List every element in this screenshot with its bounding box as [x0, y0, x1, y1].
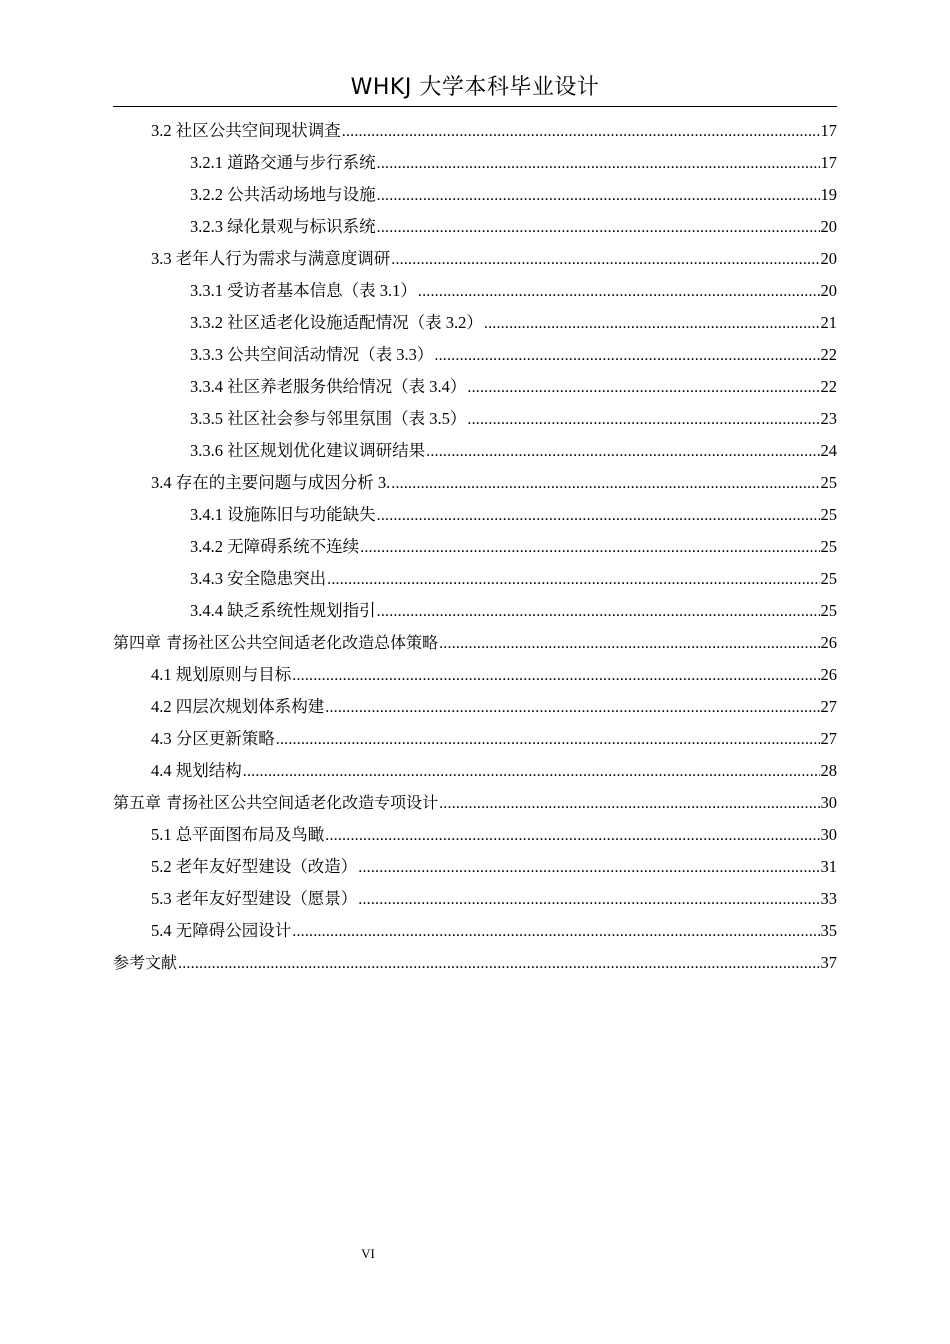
toc-entry[interactable] — [113, 275, 837, 307]
toc-entry-title: 参考文献 — [113, 953, 178, 972]
toc-entry-title: 5.2 老年友好型建设（改造） — [151, 857, 358, 876]
toc-entry-page: 22 — [820, 377, 837, 396]
toc-entry-page: 33 — [820, 889, 837, 908]
toc-entry-title: 4.4 规划结构 — [151, 761, 242, 780]
toc-entry-title: 5.4 无障碍公园设计 — [151, 921, 292, 940]
toc-dot-leader — [276, 724, 820, 756]
page-number: VI — [361, 1246, 375, 1261]
toc-dot-leader — [292, 916, 819, 948]
toc-entry[interactable] — [113, 851, 837, 883]
toc-entry-title: 3.4.4 缺乏系统性规划指引 — [190, 601, 376, 620]
toc-entry-title: 3.2 社区公共空间现状调查 — [151, 121, 341, 140]
toc-dot-leader — [377, 596, 820, 628]
toc-entry-page: 25 — [820, 473, 837, 492]
toc-entry-title: 3.3.6 社区规划优化建议调研结果 — [190, 441, 426, 460]
toc-entry[interactable] — [113, 371, 837, 403]
toc-entry-title: 3.4 存在的主要问题与成因分析 3. — [151, 473, 391, 492]
toc-entry-title: 3.3.2 社区适老化设施适配情况（表 3.2） — [190, 313, 483, 332]
toc-entry-title: 4.1 规划原则与目标 — [151, 665, 292, 684]
toc-dot-leader — [358, 852, 819, 884]
toc-dot-leader — [467, 372, 819, 404]
toc-dot-leader — [360, 532, 819, 564]
toc-entry-page: 37 — [820, 953, 837, 972]
toc-entry[interactable] — [113, 947, 837, 979]
toc-entry-page: 19 — [820, 185, 837, 204]
toc-entry-title: 3.2.2 公共活动场地与设施 — [190, 185, 376, 204]
toc-dot-leader — [327, 564, 819, 596]
toc-entry-title: 3.2.3 绿化景观与标识系统 — [190, 217, 376, 236]
toc-entry[interactable] — [113, 723, 837, 755]
toc-entry-title: 3.4.1 设施陈旧与功能缺失 — [190, 505, 376, 524]
page-header-title: WHKJ 大学本科毕业设计 — [350, 75, 600, 100]
toc-entry[interactable] — [113, 467, 837, 499]
toc-entry-title: 3.4.2 无障碍系统不连续 — [190, 537, 360, 556]
toc-entry[interactable] — [113, 531, 837, 563]
toc-entry-title: 4.3 分区更新策略 — [151, 729, 275, 748]
toc-entry-title: 3.3 老年人行为需求与满意度调研 — [151, 249, 391, 268]
toc-entry-page: 17 — [820, 121, 837, 140]
toc-entry-page: 25 — [820, 537, 837, 556]
header-divider — [113, 106, 837, 107]
toc-entry-page: 30 — [820, 793, 837, 812]
toc-entry[interactable] — [113, 915, 837, 947]
toc-dot-leader — [418, 276, 820, 308]
toc-entry[interactable] — [113, 243, 837, 275]
toc-entry-title: 3.2.1 道路交通与步行系统 — [190, 153, 376, 172]
toc-entry-page: 30 — [820, 825, 837, 844]
toc-entry[interactable] — [113, 435, 837, 467]
toc-entry[interactable] — [113, 883, 837, 915]
toc-entry-page: 31 — [820, 857, 837, 876]
toc-entry[interactable] — [113, 211, 837, 243]
toc-dot-leader — [391, 468, 819, 500]
toc-entry[interactable] — [113, 147, 837, 179]
toc-dot-leader — [358, 884, 819, 916]
toc-entry-page: 26 — [820, 633, 837, 652]
toc-entry-page: 27 — [820, 697, 837, 716]
toc-entry-title: 3.3.5 社区社会参与邻里氛围（表 3.5） — [190, 409, 467, 428]
toc-entry[interactable] — [113, 659, 837, 691]
toc-entry-title: 4.2 四层次规划体系构建 — [151, 697, 325, 716]
toc-entry-page: 24 — [820, 441, 837, 460]
toc-entry[interactable] — [113, 787, 837, 819]
toc-dot-leader — [325, 820, 819, 852]
toc-dot-leader — [484, 308, 820, 340]
toc-entry-page: 25 — [820, 505, 837, 524]
toc-entry-title: 3.3.4 社区养老服务供给情况（表 3.4） — [190, 377, 467, 396]
toc-entry-page: 25 — [820, 601, 837, 620]
toc-entry[interactable] — [113, 627, 837, 659]
toc-dot-leader — [434, 340, 819, 372]
toc-dot-leader — [325, 692, 819, 724]
toc-entry-title: 3.4.3 安全隐患突出 — [190, 569, 327, 588]
toc-entry-title: 3.3.1 受访者基本信息（表 3.1） — [190, 281, 417, 300]
toc-entry[interactable] — [113, 499, 837, 531]
toc-entry[interactable] — [113, 755, 837, 787]
toc-dot-leader — [426, 436, 819, 468]
toc-dot-leader — [342, 116, 820, 148]
toc-entry[interactable] — [113, 819, 837, 851]
toc-entry-page: 17 — [820, 153, 837, 172]
toc-entry[interactable] — [113, 403, 837, 435]
toc-entry-page: 20 — [820, 217, 837, 236]
toc-entry[interactable] — [113, 339, 837, 371]
toc-dot-leader — [377, 500, 820, 532]
toc-entry[interactable] — [113, 115, 837, 147]
toc-dot-leader — [377, 180, 820, 212]
toc-entry[interactable] — [113, 563, 837, 595]
table-of-contents — [113, 115, 837, 979]
toc-dot-leader — [439, 788, 819, 820]
toc-entry-title: 第四章 青扬社区公共空间适老化改造总体策略 — [113, 633, 439, 652]
toc-dot-leader — [391, 244, 819, 276]
toc-entry-page: 22 — [820, 345, 837, 364]
toc-entry-page: 35 — [820, 921, 837, 940]
toc-entry-page: 23 — [820, 409, 837, 428]
toc-entry[interactable] — [113, 179, 837, 211]
toc-entry-page: 20 — [820, 249, 837, 268]
toc-entry[interactable] — [113, 691, 837, 723]
toc-entry-page: 21 — [820, 313, 837, 332]
toc-dot-leader — [178, 948, 819, 980]
toc-entry-title: 第五章 青扬社区公共空间适老化改造专项设计 — [113, 793, 439, 812]
toc-entry-title: 5.1 总平面图布局及鸟瞰 — [151, 825, 325, 844]
toc-dot-leader — [377, 148, 820, 180]
toc-dot-leader — [377, 212, 820, 244]
toc-entry-page: 20 — [820, 281, 837, 300]
toc-dot-leader — [467, 404, 819, 436]
toc-dot-leader — [439, 628, 819, 660]
toc-entry-page: 26 — [820, 665, 837, 684]
toc-entry-page: 27 — [820, 729, 837, 748]
toc-entry-page: 25 — [820, 569, 837, 588]
toc-entry[interactable] — [113, 307, 837, 339]
toc-entry-page: 28 — [820, 761, 837, 780]
toc-dot-leader — [292, 660, 819, 692]
toc-entry-title: 3.3.3 公共空间活动情况（表 3.3） — [190, 345, 434, 364]
toc-entry[interactable] — [113, 595, 837, 627]
toc-entry-title: 5.3 老年友好型建设（愿景） — [151, 889, 358, 908]
toc-dot-leader — [243, 756, 820, 788]
